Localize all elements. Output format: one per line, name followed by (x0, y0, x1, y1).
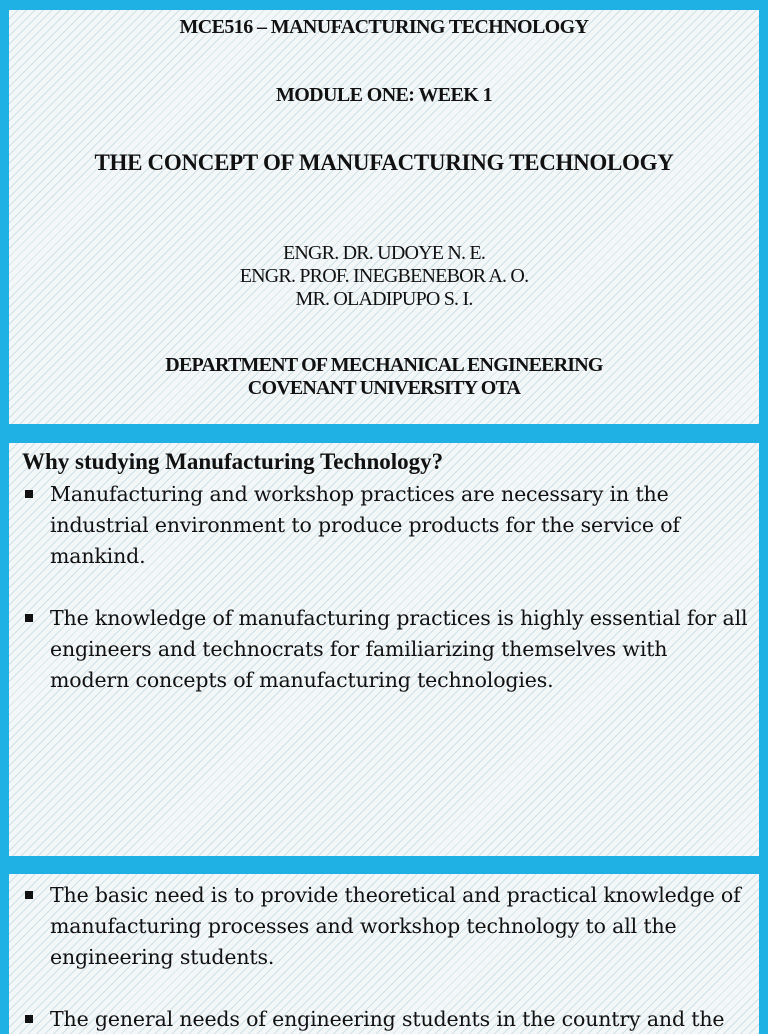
square-bullet-icon (25, 1015, 33, 1023)
bullet-item (22, 603, 751, 696)
why-study-slide (9, 443, 759, 856)
course-title: MCE516 – MANUFACTURING TECHNOLOGY (179, 16, 589, 38)
bullet-text: The knowledge of manufacturing practices is highly essential for all engineers and technocrats for familiarizing themselves with modern concepts of manufacturing technologies. (50, 606, 748, 692)
square-bullet-icon (25, 891, 33, 899)
title-slide (9, 10, 759, 424)
bullet-item (22, 880, 751, 973)
bullet-item (22, 479, 751, 572)
needs-slide (9, 874, 759, 1034)
bullet-text: The basic need is to provide theoretical and practical knowledge of manufacturing processes and workshop technology to all the engineering students. (50, 883, 741, 969)
slide-heading: Why studying Manufacturing Technology? (22, 449, 444, 474)
university-name: COVENANT UNIVERSITY OTA (247, 377, 521, 399)
department-name: DEPARTMENT OF MECHANICAL ENGINEERING (165, 354, 603, 376)
bullet-item (22, 1004, 751, 1034)
module-label: MODULE ONE: WEEK 1 (275, 84, 493, 106)
bullet-list (22, 479, 751, 727)
department (9, 354, 759, 400)
bullet-list (22, 880, 751, 1034)
square-bullet-icon (25, 490, 33, 498)
author-line: MR. OLADIPUPO S. I. (295, 288, 473, 310)
author-line: ENGR. PROF. INEGBENEBOR A. O. (239, 265, 529, 287)
authors (9, 242, 759, 311)
bullet-text: The general needs of engineering students in the country and the (50, 1007, 725, 1031)
square-bullet-icon (25, 614, 33, 622)
lecture-title: THE CONCEPT OF MANUFACTURING TECHNOLOGY (94, 150, 674, 175)
bullet-text: Manufacturing and workshop practices are necessary in the industrial environment to produce products for the service of mankind. (50, 482, 680, 568)
author-line: ENGR. DR. UDOYE N. E. (282, 242, 486, 264)
